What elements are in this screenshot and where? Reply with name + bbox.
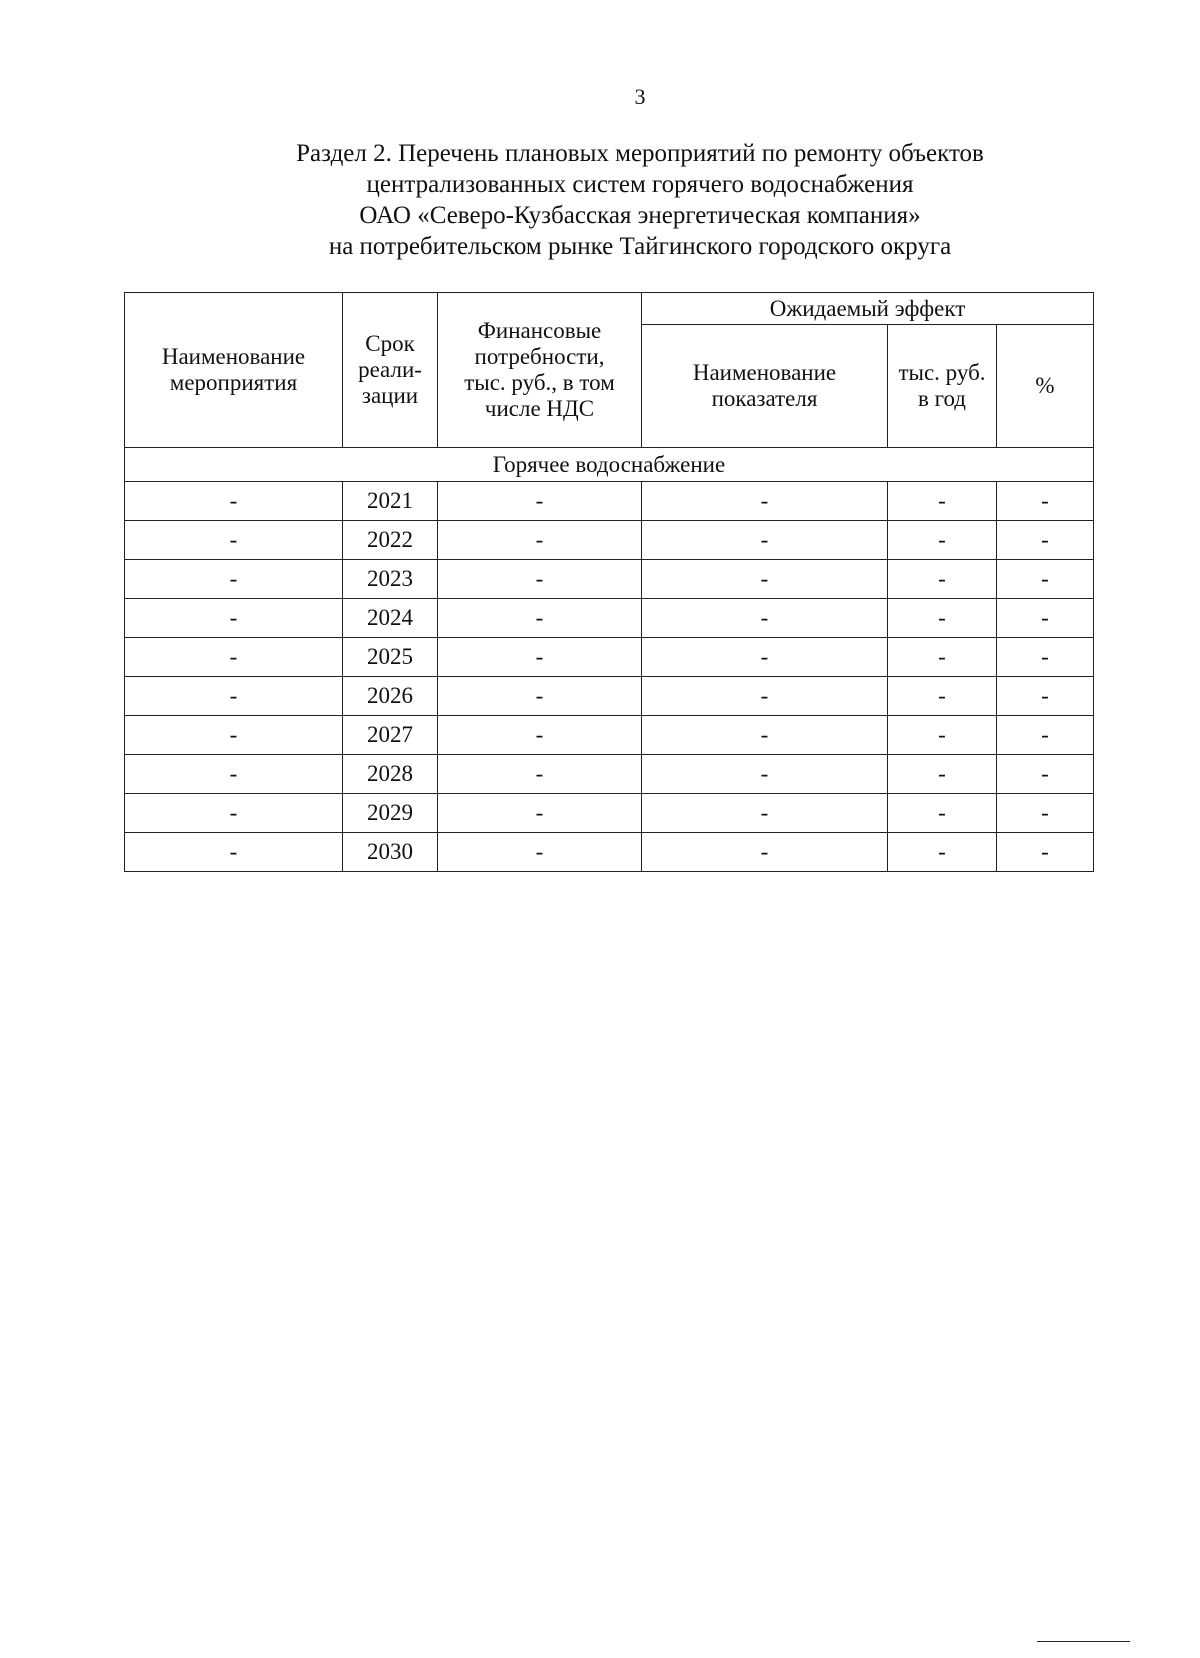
cell-rub-per-year: -	[888, 599, 997, 638]
header-expected-effect: Ожидаемый эффект	[642, 293, 1094, 325]
cell-term: 2027	[343, 716, 438, 755]
table-row	[125, 755, 1094, 794]
header-indicator-name: Наименование показателя	[642, 325, 888, 448]
cell-percent: -	[997, 755, 1094, 794]
table-row	[125, 677, 1094, 716]
cell-term: 2028	[343, 755, 438, 794]
cell-event-name: -	[125, 833, 343, 872]
cell-finance: -	[438, 755, 642, 794]
cell-rub-per-year: -	[888, 560, 997, 599]
cell-finance: -	[438, 599, 642, 638]
cell-finance: -	[438, 716, 642, 755]
cell-term: 2030	[343, 833, 438, 872]
cell-event-name: -	[125, 677, 343, 716]
cell-rub-per-year: -	[888, 833, 997, 872]
cell-percent: -	[997, 716, 1094, 755]
cell-finance: -	[438, 677, 642, 716]
table-row	[125, 482, 1094, 521]
cell-event-name: -	[125, 599, 343, 638]
header-term: Срок реали- зации	[343, 293, 438, 448]
cell-term: 2024	[343, 599, 438, 638]
cell-rub-per-year: -	[888, 794, 997, 833]
cell-percent: -	[997, 794, 1094, 833]
cell-term: 2023	[343, 560, 438, 599]
footer-rule	[1037, 1641, 1130, 1642]
document-title	[0, 138, 1200, 262]
cell-event-name: -	[125, 482, 343, 521]
table-row	[125, 638, 1094, 677]
cell-finance: -	[438, 833, 642, 872]
cell-rub-per-year: -	[888, 716, 997, 755]
title-line: централизованных систем горячего водоснабжения	[366, 171, 914, 198]
header-finance: Финансовые потребности, тыс. руб., в том числе НДС	[438, 293, 642, 448]
cell-rub-per-year: -	[888, 677, 997, 716]
cell-term: 2022	[343, 521, 438, 560]
cell-event-name: -	[125, 560, 343, 599]
cell-term: 2021	[343, 482, 438, 521]
cell-indicator: -	[642, 599, 888, 638]
cell-rub-per-year: -	[888, 521, 997, 560]
cell-percent: -	[997, 638, 1094, 677]
cell-finance: -	[438, 521, 642, 560]
plan-table	[124, 292, 1094, 872]
header-rub-per-year: тыс. руб. в год	[888, 325, 997, 448]
cell-finance: -	[438, 794, 642, 833]
cell-indicator: -	[642, 560, 888, 599]
table-row	[125, 833, 1094, 872]
cell-finance: -	[438, 638, 642, 677]
cell-percent: -	[997, 482, 1094, 521]
title-line: Раздел 2. Перечень плановых мероприятий по ремонту объектов	[296, 140, 984, 167]
cell-indicator: -	[642, 833, 888, 872]
cell-rub-per-year: -	[888, 638, 997, 677]
cell-percent: -	[997, 599, 1094, 638]
cell-term: 2026	[343, 677, 438, 716]
cell-indicator: -	[642, 638, 888, 677]
table-row	[125, 599, 1094, 638]
cell-indicator: -	[642, 716, 888, 755]
cell-percent: -	[997, 521, 1094, 560]
header-event-name: Наименование мероприятия	[125, 293, 343, 448]
table-row	[125, 560, 1094, 599]
cell-indicator: -	[642, 521, 888, 560]
cell-indicator: -	[642, 755, 888, 794]
cell-event-name: -	[125, 716, 343, 755]
title-line: на потребительском рынке Тайгинского городского округа	[328, 233, 952, 260]
cell-indicator: -	[642, 794, 888, 833]
cell-term: 2025	[343, 638, 438, 677]
cell-percent: -	[997, 833, 1094, 872]
cell-event-name: -	[125, 638, 343, 677]
cell-term: 2029	[343, 794, 438, 833]
cell-event-name: -	[125, 521, 343, 560]
header-percent: %	[997, 325, 1094, 448]
cell-event-name: -	[125, 755, 343, 794]
cell-indicator: -	[642, 482, 888, 521]
section-label: Горячее водоснабжение	[125, 448, 1094, 482]
cell-percent: -	[997, 677, 1094, 716]
cell-event-name: -	[125, 794, 343, 833]
cell-rub-per-year: -	[888, 482, 997, 521]
table-row	[125, 521, 1094, 560]
cell-rub-per-year: -	[888, 755, 997, 794]
section-row	[125, 448, 1094, 482]
table-row	[125, 716, 1094, 755]
title-line: ОАО «Северо-Кузбасская энергетическая компания»	[359, 202, 921, 229]
page-number: 3	[634, 84, 646, 109]
table-row	[125, 794, 1094, 833]
cell-finance: -	[438, 482, 642, 521]
cell-indicator: -	[642, 677, 888, 716]
cell-finance: -	[438, 560, 642, 599]
cell-percent: -	[997, 560, 1094, 599]
